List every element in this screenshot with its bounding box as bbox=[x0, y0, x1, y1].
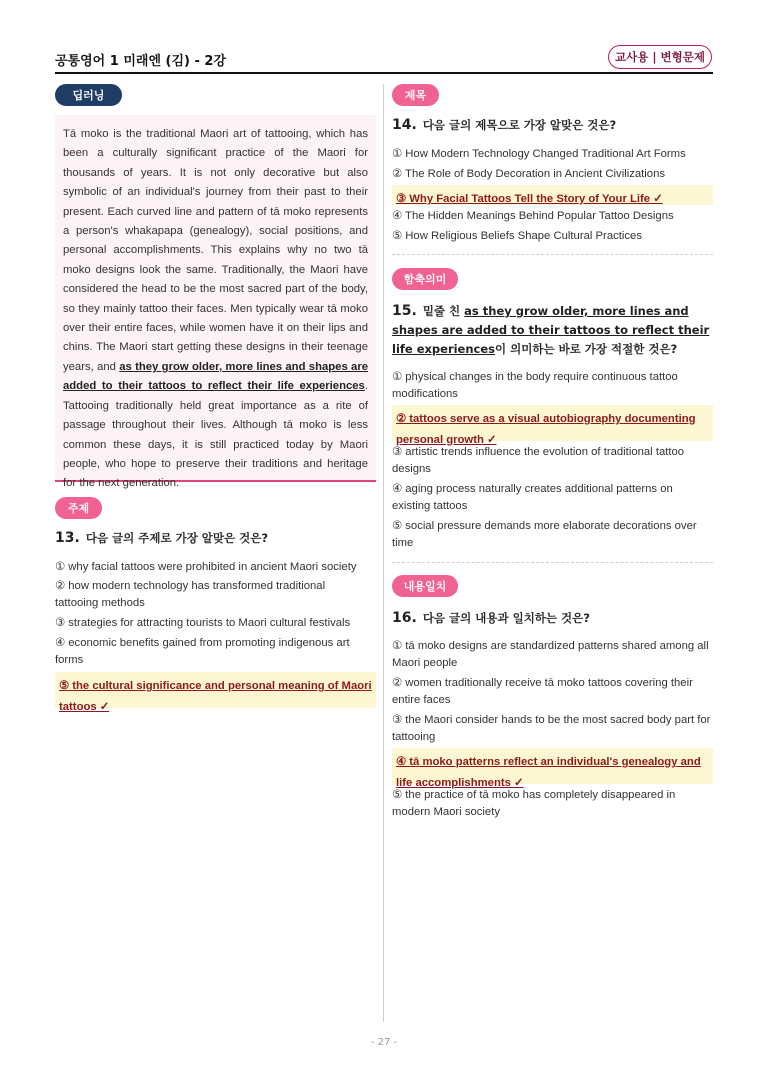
q13-option-5-answer: ⑤ the cultural significance and personal meaning of Maori tattoos ✓ bbox=[59, 680, 372, 713]
passage-box bbox=[55, 115, 376, 490]
passage-text-before: Tā moko is the traditional Maori art of tattooing, which has been a culturally significant practice of the Maori for thousands of years. It is not only decorative but also symbolic of an individual's journey from their past to their present. Each curved line and pattern of tā moko represents a person's whakapapa (genealogy), social positions, and personal accomplishments. This explains why no two tā moko designs look the same. Traditionally, the Maori have considered the head to be the most sacred part of the body, so they mainly tattoo their faces. Men typically wear tā moko over their entire faces, while women have it on their lips and chins. The Maori start getting these designs in their teenage years, and bbox=[63, 128, 368, 373]
header-rule bbox=[55, 72, 713, 74]
q13-prompt: 다음 글의 주제로 가장 알맞은 것은? bbox=[85, 531, 269, 545]
q16-option-5[interactable]: ⑤ the practice of tā moko has completely disappeared in modern Maori society bbox=[392, 789, 676, 818]
q13-option-2[interactable]: ② how modern technology has transformed traditional tattooing methods bbox=[55, 580, 326, 609]
q13-header bbox=[55, 529, 376, 548]
q16-option-3[interactable]: ③ the Maori consider hands to be the most sacred body part for tattooing bbox=[392, 714, 711, 743]
column-divider bbox=[383, 84, 384, 1022]
q14-option-5[interactable]: ⑤ How Religious Beliefs Shape Cultural Practices bbox=[392, 230, 642, 242]
q15-option-3[interactable]: ③ artistic trends influence the evolution of traditional tattoo designs bbox=[392, 446, 685, 475]
q14-answer-highlight[interactable] bbox=[392, 185, 713, 205]
q13-answer-highlight[interactable] bbox=[55, 672, 376, 713]
passage-text-after: . Tattooing traditionally held great importance as a rite of passage throughout their lives. Although tā moko is less common these days, it is still practiced today by Maori people, who hope to preserve their traditions and heritage for the next generation. bbox=[63, 380, 368, 490]
q13-option-1[interactable]: ① why facial tattoos were prohibited in ancient Maori society bbox=[55, 561, 357, 573]
q14-number: 14. bbox=[392, 117, 417, 133]
teacher-edition-badge: 교사용 | 변형문제 bbox=[608, 45, 712, 69]
q15-prompt-post: 이 의미하는 바로 가장 적절한 것은? bbox=[495, 342, 678, 356]
passage-text bbox=[63, 125, 368, 494]
section-divider bbox=[392, 254, 713, 255]
q13-option-3[interactable]: ③ strategies for attracting tourists to Maori cultural festivals bbox=[55, 617, 351, 629]
q15-option-1[interactable]: ① physical changes in the body require continuous tattoo modifications bbox=[392, 371, 678, 400]
q14-label: 제목 bbox=[392, 84, 439, 106]
q13-option-4[interactable]: ④ economic benefits gained from promoting indigenous art forms bbox=[55, 637, 350, 666]
q15-prompt-underlined: as they grow older, more lines and shapes are added to their tattoos to reflect their life experiences bbox=[392, 304, 710, 356]
q13-label: 주제 bbox=[55, 497, 102, 519]
q14-option-3-answer: ③ Why Facial Tattoos Tell the Story of Your Life ✓ bbox=[396, 193, 663, 205]
q14-prompt: 다음 글의 제목으로 가장 알맞은 것은? bbox=[422, 118, 617, 132]
q16-option-4-answer: ④ tā moko patterns reflect an individual's genealogy and life accomplishments ✓ bbox=[396, 756, 701, 789]
q16-option-1[interactable]: ① tā moko designs are standardized patterns shared among all Maori people bbox=[392, 640, 709, 669]
q15-option-4[interactable]: ④ aging process naturally creates additional patterns on existing tattoos bbox=[392, 483, 673, 512]
q15-answer-highlight[interactable] bbox=[392, 405, 713, 446]
q15-option-2-answer: ② tattoos serve as a visual autobiography documenting personal growth ✓ bbox=[396, 413, 696, 446]
q16-number: 16. bbox=[392, 610, 417, 626]
section-divider bbox=[392, 562, 713, 563]
q13-number: 13. bbox=[55, 530, 80, 546]
q14-header bbox=[392, 116, 713, 135]
q15-label: 함축의미 bbox=[392, 268, 458, 290]
q16-answer-highlight[interactable] bbox=[392, 748, 713, 789]
q15-header bbox=[392, 302, 716, 359]
passage-label: 딥러닝 bbox=[55, 84, 122, 106]
q15-number: 15. bbox=[392, 303, 417, 319]
q14-option-2[interactable]: ② The Role of Body Decoration in Ancient Civilizations bbox=[392, 168, 666, 180]
q15-prompt-pre: 밑줄 친 bbox=[422, 304, 465, 318]
q15-option-5[interactable]: ⑤ social pressure demands more elaborate decorations over time bbox=[392, 520, 697, 549]
page-number: - 27 - bbox=[370, 1037, 398, 1048]
q16-header bbox=[392, 609, 713, 628]
passage-underlined-phrase: as they grow older, more lines and shapes are added to their tattoos to reflect their life experiences bbox=[63, 360, 369, 393]
q16-option-2[interactable]: ② women traditionally receive tā moko tattoos covering their entire faces bbox=[392, 677, 693, 706]
q14-option-4[interactable]: ④ The Hidden Meanings Behind Popular Tattoo Designs bbox=[392, 210, 674, 222]
q16-prompt: 다음 글의 내용과 일치하는 것은? bbox=[422, 611, 590, 625]
document-title: 공통영어 1 미래엔 (김) - 2강 bbox=[55, 54, 227, 69]
q14-option-1[interactable]: ① How Modern Technology Changed Traditional Art Forms bbox=[392, 148, 686, 160]
q16-label: 내용일치 bbox=[392, 575, 458, 597]
